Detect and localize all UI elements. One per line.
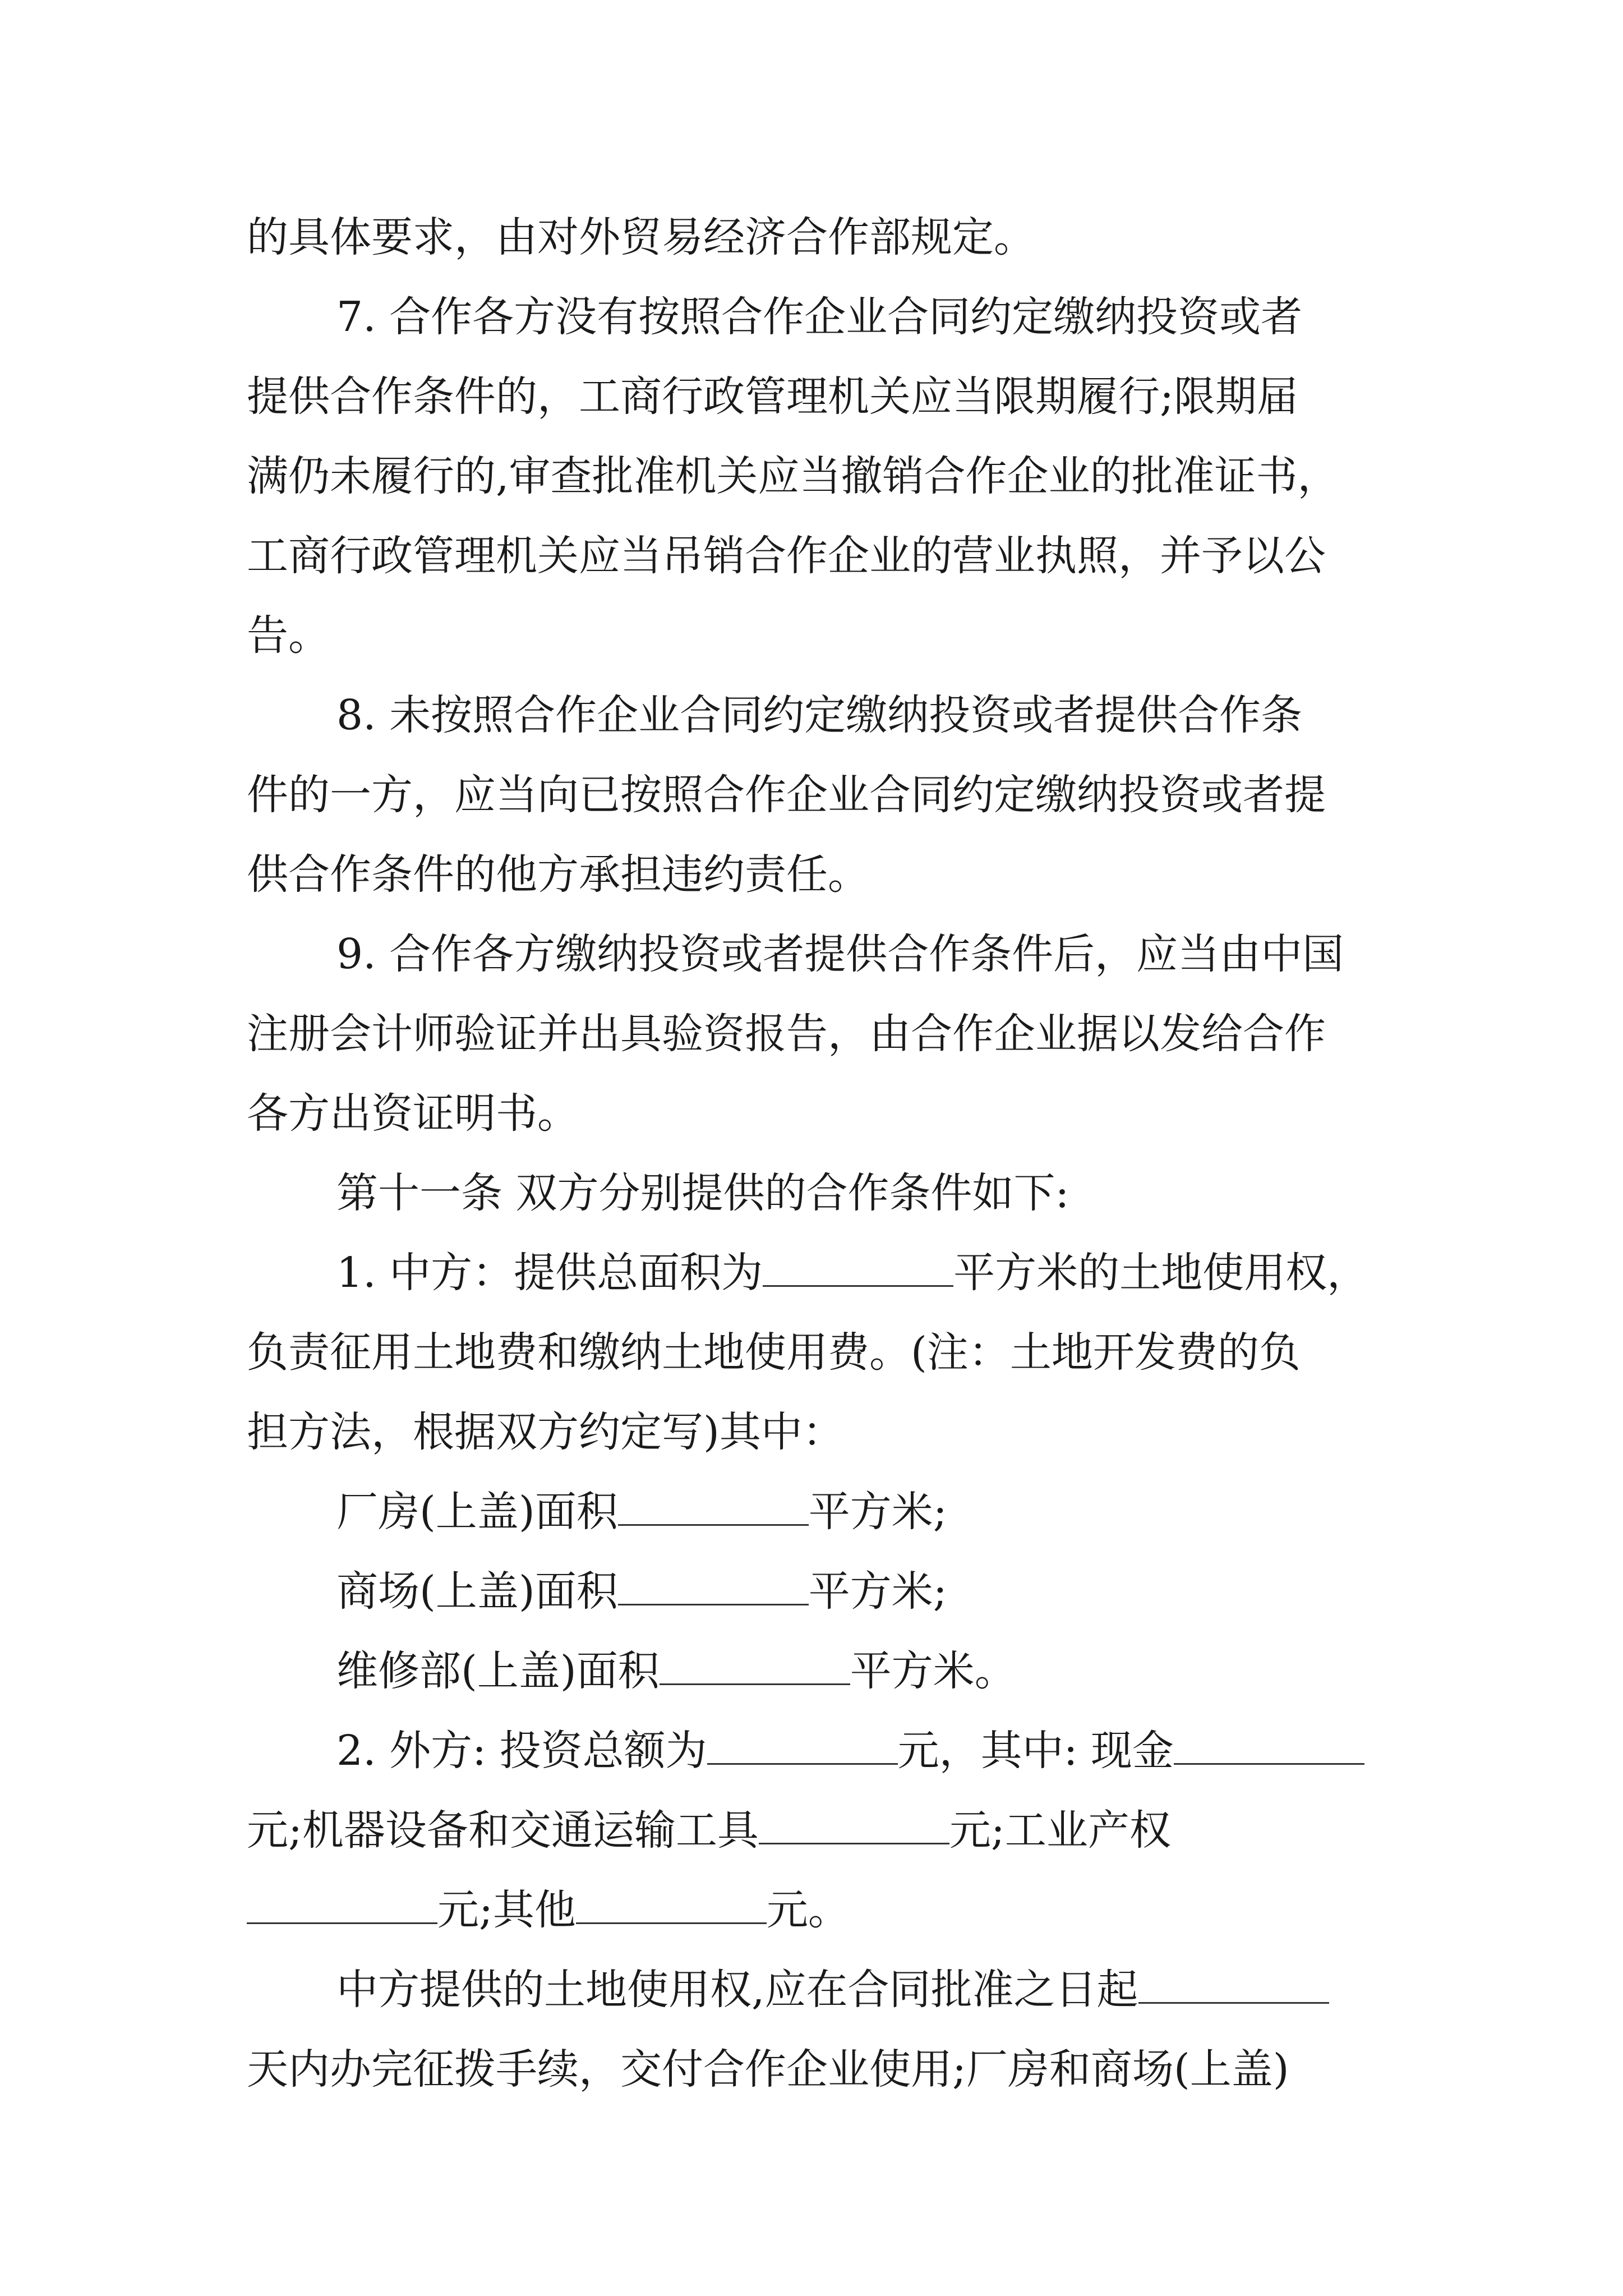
land-clause-line xyxy=(336,1242,1380,1304)
paragraph-line: 工商行政管理机关应当吊销合作企业的营业执照，并予以公 xyxy=(247,532,1326,580)
paragraph-line: 提供合作条件的，工商行政管理机关应当限期履行;限期届 xyxy=(247,372,1298,421)
paragraph-line: 的具体要求，由对外贸易经济合作部规定。 xyxy=(247,213,1035,261)
ip-blank xyxy=(247,1883,437,1924)
cash-blank xyxy=(1174,1724,1364,1765)
area-label: 厂房(上盖)面积 xyxy=(336,1488,618,1536)
foreign-investment-line xyxy=(247,1800,1380,1861)
equipment-blank xyxy=(759,1803,949,1844)
paragraph-line: 各方出资证明书。 xyxy=(247,1089,579,1138)
area-unit: 平方米; xyxy=(808,1567,947,1616)
paragraph-line: 担方法，根据双方约定写)其中： xyxy=(247,1408,844,1456)
foreign-investment-line xyxy=(247,1879,1380,1941)
area-unit: 平方米; xyxy=(808,1488,947,1536)
other-label: 元;其他 xyxy=(437,1886,576,1934)
foreign-total-blank xyxy=(707,1724,898,1765)
paragraph-line: 7. 合作各方没有按照合作企业合同约定缴纳投资或者 xyxy=(336,293,1303,341)
paragraph-line: 注册会计师验证并出具验资报告，由合作企业据以发给合作 xyxy=(247,1010,1326,1058)
other-unit: 元。 xyxy=(766,1886,850,1934)
area-line-repair xyxy=(336,1640,1380,1702)
area-blank xyxy=(618,1485,809,1526)
area-label: 维修部(上盖)面积 xyxy=(336,1647,660,1695)
land-use-text: 中方提供的土地使用权,应在合同批准之日起 xyxy=(336,1966,1138,2014)
paragraph-line: 满仍未履行的,审查批准机关应当撤销合作企业的批准证书， xyxy=(247,452,1339,500)
land-clause-prefix: 1. 中方：提供总面积为 xyxy=(336,1249,763,1297)
paragraph-line: 告。 xyxy=(247,611,330,660)
article-heading: 第十一条 双方分别提供的合作条件如下: xyxy=(336,1169,1069,1217)
paragraph-line: 8. 未按照合作企业合同约定缴纳投资或者提供合作条 xyxy=(336,691,1303,739)
paragraph-line: 供合作条件的他方承担违约责任。 xyxy=(247,850,869,899)
area-unit: 平方米。 xyxy=(850,1647,1016,1695)
ip-label: 元;工业产权 xyxy=(949,1806,1171,1855)
area-blank xyxy=(618,1565,809,1605)
land-use-line xyxy=(336,1959,1380,2021)
area-blank xyxy=(660,1644,850,1685)
days-blank xyxy=(1138,1963,1329,2004)
land-area-blank xyxy=(763,1246,953,1287)
area-label: 商场(上盖)面积 xyxy=(336,1567,618,1616)
paragraph-line: 件的一方，应当向已按照合作企业合同约定缴纳投资或者提 xyxy=(247,771,1326,819)
foreign-total-label: 2. 外方: 投资总额为 xyxy=(336,1727,707,1775)
cash-label: 元，其中: 现金 xyxy=(897,1727,1174,1775)
equipment-label: 元;机器设备和交通运输工具 xyxy=(247,1806,759,1855)
land-clause-suffix: 平方米的土地使用权， xyxy=(953,1249,1369,1297)
other-blank xyxy=(576,1883,767,1924)
paragraph-line: 负责征用土地费和缴纳土地使用费。(注：土地开发费的负 xyxy=(247,1328,1301,1377)
foreign-investment-line xyxy=(336,1720,1380,1782)
paragraph-line: 9. 合作各方缴纳投资或者提供合作条件后，应当由中国 xyxy=(336,930,1344,978)
area-line-factory xyxy=(336,1481,1380,1543)
paragraph-line: 天内办完征拨手续，交付合作企业使用;厂房和商场(上盖) xyxy=(247,2045,1289,2093)
area-line-market xyxy=(336,1561,1380,1622)
